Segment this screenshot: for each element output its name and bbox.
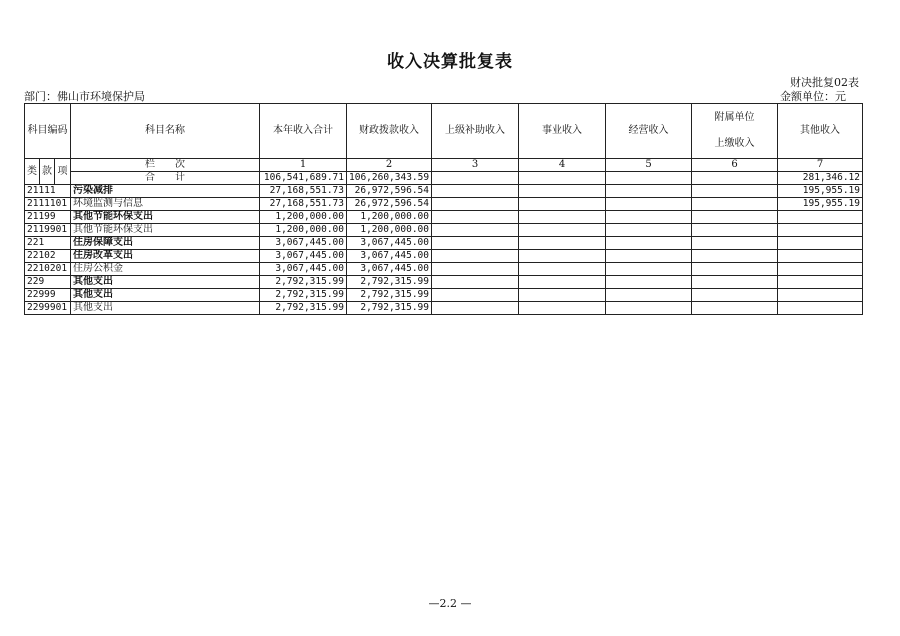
row-code: 221 (25, 237, 71, 250)
row-col4 (519, 198, 606, 211)
row-col4 (519, 237, 606, 250)
row-name: 其他节能环保支出 (71, 211, 260, 224)
row-col2: 2,792,315.99 (347, 302, 432, 315)
header-col7: 其他收入 (778, 104, 863, 159)
row-name: 住房保障支出 (71, 237, 260, 250)
row-code: 229 (25, 276, 71, 289)
total-col7: 281,346.12 (778, 172, 863, 185)
row-col1: 2,792,315.99 (260, 289, 347, 302)
row-col7 (778, 302, 863, 315)
row-col4 (519, 289, 606, 302)
total-col4 (519, 172, 606, 185)
row-col1: 3,067,445.00 (260, 250, 347, 263)
table-row (25, 289, 863, 302)
row-col1: 1,200,000.00 (260, 211, 347, 224)
row-name: 其他支出 (71, 276, 260, 289)
header-col5: 经营收入 (606, 104, 692, 159)
row-col5 (606, 250, 692, 263)
total-label: 合 计 (71, 172, 260, 185)
table-row (25, 263, 863, 276)
row-col6 (692, 276, 778, 289)
row-col3 (432, 211, 519, 224)
row-col5 (606, 289, 692, 302)
revenue-table (24, 103, 863, 315)
row-col3 (432, 276, 519, 289)
row-col2: 3,067,445.00 (347, 250, 432, 263)
table-row (25, 302, 863, 315)
row-col3 (432, 263, 519, 276)
table-row (25, 237, 863, 250)
row-col2: 3,067,445.00 (347, 263, 432, 276)
row-col6 (692, 302, 778, 315)
col-number-3: 3 (432, 159, 519, 172)
table-header-row (25, 104, 863, 159)
table-row (25, 250, 863, 263)
row-col4 (519, 250, 606, 263)
row-col7 (778, 237, 863, 250)
row-col1: 27,168,551.73 (260, 185, 347, 198)
row-col2: 2,792,315.99 (347, 276, 432, 289)
total-col6 (692, 172, 778, 185)
table-row (25, 211, 863, 224)
col-number-1: 1 (260, 159, 347, 172)
row-col1: 2,792,315.99 (260, 276, 347, 289)
row-col3 (432, 237, 519, 250)
row-col2: 3,067,445.00 (347, 237, 432, 250)
row-col6 (692, 263, 778, 276)
row-col4 (519, 224, 606, 237)
header-col2: 财政拨款收入 (347, 104, 432, 159)
row-col1: 1,200,000.00 (260, 224, 347, 237)
header-col3: 上级补助收入 (432, 104, 519, 159)
row-col7: 195,955.19 (778, 198, 863, 211)
row-col2: 26,972,596.54 (347, 185, 432, 198)
col-number-row (25, 159, 863, 172)
table-row (25, 185, 863, 198)
row-code: 2299901 (25, 302, 71, 315)
col-number-6: 6 (692, 159, 778, 172)
total-col5 (606, 172, 692, 185)
row-col6 (692, 250, 778, 263)
total-col2: 106,260,343.59 (347, 172, 432, 185)
row-col7 (778, 276, 863, 289)
header-lanci: 栏 次 (71, 159, 260, 172)
total-col1: 106,541,689.71 (260, 172, 347, 185)
row-col3 (432, 185, 519, 198)
row-name: 环境监测与信息 (71, 198, 260, 211)
row-col1: 2,792,315.99 (260, 302, 347, 315)
row-code: 2210201 (25, 263, 71, 276)
department-label: 部门：佛山市环境保护局 (24, 90, 145, 103)
row-name: 住房公积金 (71, 263, 260, 276)
header-name: 科目名称 (71, 104, 260, 159)
row-col5 (606, 237, 692, 250)
row-code: 2119901 (25, 224, 71, 237)
table-row (25, 276, 863, 289)
amount-unit: 金额单位：元 (780, 90, 846, 103)
row-col6 (692, 289, 778, 302)
row-col6 (692, 211, 778, 224)
table-body (25, 185, 863, 315)
row-col7 (778, 224, 863, 237)
header-lei: 类 (25, 159, 40, 185)
row-col5 (606, 224, 692, 237)
page-title: 收入决算批复表 (387, 52, 513, 72)
header-col6 (692, 104, 778, 159)
row-col6 (692, 198, 778, 211)
row-col2: 1,200,000.00 (347, 224, 432, 237)
table-row (25, 198, 863, 211)
row-col3 (432, 198, 519, 211)
row-col5 (606, 198, 692, 211)
row-col2: 1,200,000.00 (347, 211, 432, 224)
header-col6-line1: 附属单位 (714, 112, 755, 123)
page-number: —2.2 — (428, 597, 472, 610)
row-col7 (778, 250, 863, 263)
row-code: 22102 (25, 250, 71, 263)
row-col4 (519, 211, 606, 224)
col-number-2: 2 (347, 159, 432, 172)
row-col5 (606, 185, 692, 198)
header-xiang: 项 (55, 159, 71, 185)
row-col1: 3,067,445.00 (260, 263, 347, 276)
total-row (25, 172, 863, 185)
header-code: 科目编码 (25, 104, 71, 159)
row-col3 (432, 224, 519, 237)
col-number-5: 5 (606, 159, 692, 172)
row-col4 (519, 185, 606, 198)
row-col1: 27,168,551.73 (260, 198, 347, 211)
row-code: 22999 (25, 289, 71, 302)
table-row (25, 224, 863, 237)
row-col4 (519, 263, 606, 276)
header-kuan: 款 (40, 159, 55, 185)
row-col6 (692, 185, 778, 198)
row-col7 (778, 263, 863, 276)
row-col7 (778, 211, 863, 224)
header-col4: 事业收入 (519, 104, 606, 159)
row-col3 (432, 289, 519, 302)
row-col1: 3,067,445.00 (260, 237, 347, 250)
form-number: 财决批复02表 (790, 76, 859, 89)
row-name: 其他支出 (71, 302, 260, 315)
row-name: 其他支出 (71, 289, 260, 302)
row-col6 (692, 237, 778, 250)
row-col4 (519, 302, 606, 315)
row-col5 (606, 211, 692, 224)
row-col3 (432, 302, 519, 315)
row-code: 2111101 (25, 198, 71, 211)
col-number-4: 4 (519, 159, 606, 172)
total-col3 (432, 172, 519, 185)
row-col6 (692, 224, 778, 237)
col-number-7: 7 (778, 159, 863, 172)
row-col3 (432, 250, 519, 263)
header-col1: 本年收入合计 (260, 104, 347, 159)
header-col6-line2: 上缴收入 (714, 138, 755, 149)
row-name: 住房改革支出 (71, 250, 260, 263)
row-col7 (778, 289, 863, 302)
row-col2: 26,972,596.54 (347, 198, 432, 211)
row-col5 (606, 276, 692, 289)
row-col2: 2,792,315.99 (347, 289, 432, 302)
row-code: 21199 (25, 211, 71, 224)
row-col4 (519, 276, 606, 289)
row-name: 污染减排 (71, 185, 260, 198)
row-col5 (606, 263, 692, 276)
row-col5 (606, 302, 692, 315)
row-col7: 195,955.19 (778, 185, 863, 198)
row-code: 21111 (25, 185, 71, 198)
row-name: 其他节能环保支出 (71, 224, 260, 237)
